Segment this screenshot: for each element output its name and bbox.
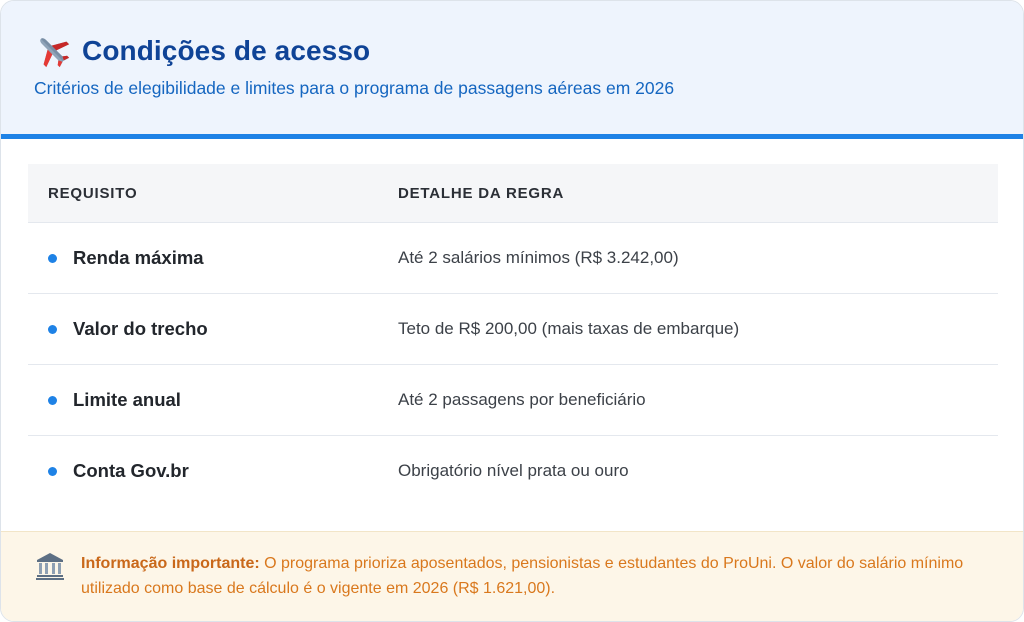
airplane-icon — [34, 32, 72, 70]
column-header-requirement: REQUISITO — [48, 184, 138, 202]
rule-detail: Até 2 passagens por beneficiário — [398, 390, 646, 409]
table-row — [28, 436, 998, 506]
requirement-cell — [28, 389, 398, 411]
table-row — [28, 365, 998, 436]
title-row — [34, 31, 370, 71]
table-row — [28, 223, 998, 294]
table-header — [28, 164, 998, 223]
bank-icon — [35, 551, 65, 581]
requirement-label: Valor do trecho — [73, 318, 208, 339]
bullet-dot-icon — [48, 254, 57, 263]
bullet-dot-icon — [48, 325, 57, 334]
requirement-cell — [28, 318, 398, 340]
requirement-label: Limite anual — [73, 389, 181, 410]
page-title: Condições de acesso — [82, 35, 371, 66]
important-info-label: Informação importante: — [81, 555, 260, 572]
important-info-banner — [1, 531, 1023, 622]
rule-detail: Teto de R$ 200,00 (mais taxas de embarque) — [398, 319, 740, 338]
card-header — [1, 1, 1023, 139]
requirement-cell — [28, 247, 398, 269]
bullet-dot-icon — [48, 467, 57, 476]
rule-detail: Obrigatório nível prata ou ouro — [398, 461, 629, 480]
page-subtitle: Critérios de elegibilidade e limites para o programa de passagens aéreas em 2026 — [34, 78, 675, 98]
requirement-cell — [28, 460, 398, 482]
requirement-label: Renda máxima — [73, 247, 204, 268]
column-header-detail: DETALHE DA REGRA — [398, 184, 565, 202]
important-info-text — [81, 551, 981, 601]
table-row — [28, 294, 998, 365]
requirement-label: Conta Gov.br — [73, 460, 189, 481]
rule-detail: Até 2 salários mínimos (R$ 3.242,00) — [398, 248, 679, 267]
bullet-dot-icon — [48, 396, 57, 405]
rules-table — [28, 164, 998, 506]
important-info-body: O programa prioriza aposentados, pensionistas e estudantes do ProUni. O valor do salário mínimo utilizado como base de cálculo é o vigente em 2026 (R$ 1.621,00). — [81, 555, 964, 597]
